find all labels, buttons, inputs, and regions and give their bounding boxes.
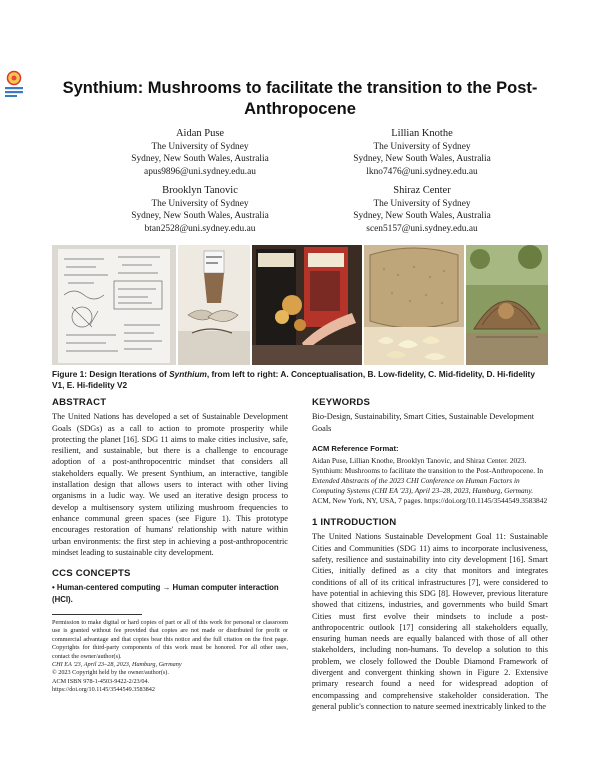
ccs-heading: CCS CONCEPTS xyxy=(52,568,131,580)
keywords-heading: KEYWORDS xyxy=(312,397,371,408)
abstract-heading: ABSTRACT xyxy=(52,397,107,408)
author-block xyxy=(85,127,315,178)
figure-caption xyxy=(52,369,548,391)
reference-format-text xyxy=(312,456,548,506)
author-email[interactable]: lkno7476@uni.sydney.edu.au xyxy=(366,166,478,177)
author-affiliation: The University of Sydney xyxy=(151,142,249,152)
reference-venue: Extended Abstracts of the 2023 CHI Conference on Human Factors in Computing Systems (CHI EA '23), April 23–28, 2023, Hamburg, Germany. xyxy=(312,476,534,496)
author-affiliation: The University of Sydney xyxy=(373,142,471,152)
sketch-paper-image xyxy=(52,245,176,365)
left-column xyxy=(52,397,288,605)
low-fidelity-image xyxy=(178,245,250,365)
reference-tail: ACM, New York, NY, USA, 7 pages. https://doi.org/10.1145/3544549.3583842 xyxy=(312,496,548,506)
author-block xyxy=(85,184,315,235)
author-name: Aidan Puse xyxy=(175,128,225,139)
reference-format-heading: ACM Reference Format: xyxy=(312,443,399,453)
author-name: Lillian Knothe xyxy=(391,128,453,139)
author-location: Sydney, New South Wales, Australia xyxy=(131,211,269,222)
mid-fidelity-image xyxy=(252,245,362,365)
doi-link[interactable]: https://doi.org/10.1145/3544549.3583842 xyxy=(52,686,155,694)
author-location: Sydney, New South Wales, Australia xyxy=(353,211,491,222)
author-email[interactable]: apus9896@uni.sydney.edu.au xyxy=(144,166,256,177)
author-block xyxy=(307,184,537,235)
panel-low-fidelity xyxy=(178,245,250,365)
conference-badge xyxy=(4,70,24,98)
author-email[interactable]: btan2528@uni.sydney.edu.au xyxy=(144,223,256,234)
permission-block xyxy=(52,614,288,695)
author-email[interactable]: scen5157@uni.sydney.edu.au xyxy=(366,223,478,234)
panel-hi-fidelity-v2 xyxy=(466,245,548,365)
teaser-figure xyxy=(52,245,548,365)
introduction-text: The United Nations Sustainable Development Goal 11: Sustainable Cities and Communities (SDG 11) aims to incorporate inclusiveness, safety, resilience and sustainability into city development [16]. Smart Cities, initially defined as a city that monitors and integrates conditions of all of its critical infrastructures [7], were considered to have potential in achieving this SDG [8]. However, previous literature showed that citizens, industries, and governments who build Smart Cities must first evolve their mindsets to include a post-anthropocentric outlook [17] considering all stakeholders equally, ensuring human needs are equally balanced with those of all other stakeholders, including non-humans. To develop a solution to this problem, we closely followed the Double Diamond Framework of divergent and convergent thinking shown in Figure 2. Extensive primary research found a need for widespread adoption of encompassing and comprehensive stakeholder consideration. The general public's connection to nature seemed inextricably linked to the xyxy=(312,532,548,711)
author-location: Sydney, New South Wales, Australia xyxy=(353,154,491,165)
isbn-line: ACM ISBN 978-1-4503-9422-2/23/04. xyxy=(52,677,150,685)
panel-conceptualisation xyxy=(52,245,176,365)
hi-fidelity-v2-image xyxy=(466,245,548,365)
introduction-heading: 1 INTRODUCTION xyxy=(312,517,397,529)
figure-label: Figure 1: Design Iterations of xyxy=(52,369,170,379)
footnote-rule xyxy=(52,614,142,615)
permission-statement: Permission to make digital or hard copies of part or all of this work for personal or classroom use is granted without fee provided that copies are not made or distributed for profit or commercial advantage and that copies bear this notice and the full citation on the first page. Copyrights for third-party components of this work must be honored. For all other uses, contact the owner/author(s). xyxy=(52,619,288,660)
conference-info: CHI EA '23, April 23–28, 2023, Hamburg, Germany xyxy=(52,661,182,669)
abstract-text: The United Nations has developed a set of Sustainable Development Goals (SDGs) as a call to action to promote prosperity while protecting the planet [16]. SDG 11 aims to make cities inclusive, safe, resilient, and sustainable, but there is a challenge to encourage adoption of a post-anthropocentric mindset that considers all stakeholders equally. We present Synthium, an interactive, tangible installation design that allows users to interact with other living organisms in a ludic way. We used an iterative design process to develop a multisensory system utilizing mushroom frequencies to enhance communal green spaces (see Figure 1). This prototype encourages restoration of humans' relationship with nature within urban environments: the first step in achieving a post-anthropocentric mindset leading to sustainable city development. xyxy=(52,412,288,557)
author-block xyxy=(307,127,537,178)
figure-description: , from left to right: A. Conceptualisation, B. Low-fidelity, C. Mid-fidelity, D. Hi-fidelity V1, E. Hi-fidelity V2 xyxy=(52,369,535,390)
panel-hi-fidelity-v1 xyxy=(364,245,464,365)
author-affiliation: The University of Sydney xyxy=(373,199,471,209)
hi-fidelity-v1-image xyxy=(364,245,464,365)
chi-logo-icon xyxy=(4,70,24,98)
author-affiliation: The University of Sydney xyxy=(151,199,249,209)
keywords-text: Bio-Design, Sustainability, Smart Cities, Sustainable Development Goals xyxy=(312,412,535,433)
figure-name: Synthium xyxy=(169,369,207,379)
ccs-concepts: • Human-centered computing → Human computer interaction (HCI). xyxy=(52,583,279,604)
panel-mid-fidelity xyxy=(252,245,362,365)
reference-authors: Aidan Puse, Lillian Knothe, Brooklyn Tanovic, and Shiraz Center. 2023. Synthium: Mushrooms to facilitate the transition to the Post-Anthropocene. In xyxy=(312,456,544,476)
author-location: Sydney, New South Wales, Australia xyxy=(131,154,269,165)
author-name: Shiraz Center xyxy=(393,185,451,196)
author-name: Brooklyn Tanovic xyxy=(162,185,238,196)
copyright-line: © 2023 Copyright held by the owner/author(s). xyxy=(52,669,169,677)
paper-title: Synthium: Mushrooms to facilitate the transition to the Post-Anthropocene xyxy=(62,79,538,118)
right-column xyxy=(312,397,548,712)
